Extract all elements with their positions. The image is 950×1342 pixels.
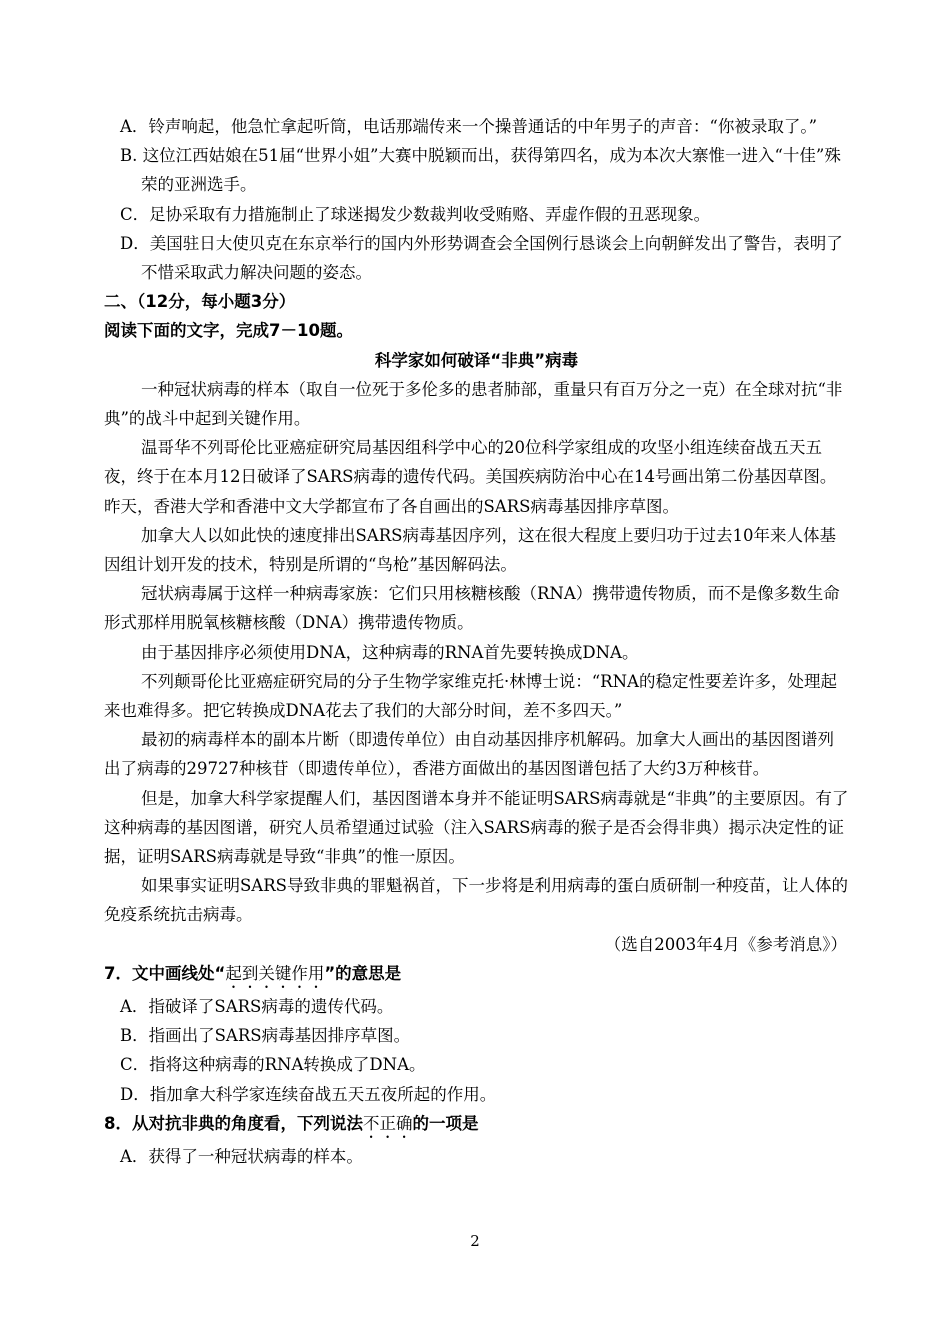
question-7 bbox=[104, 959, 849, 992]
page-number: 2 bbox=[470, 1232, 480, 1250]
question-8-emphasis: 不正确 bbox=[362, 1113, 413, 1133]
article-paragraph: 加拿大人以如此快的速度排出SARS病毒基因序列，这在很大程度上要归功于过去10年来人体基因组计划开发的技术，特别是所谓的“鸟枪”基因解码法。 bbox=[104, 525, 836, 575]
article-paragraph: 如果事实证明SARS导致非典的罪魁祸首，下一步将是利用病毒的蛋白质研制一种疫苗，让人体的免疫系统抗击病毒。 bbox=[104, 876, 848, 925]
question-7-emphasis: 起到关键作用 bbox=[225, 963, 325, 983]
question-7-option-a: A．指破译了SARS病毒的遗传代码。 bbox=[120, 996, 394, 1016]
question-8-option-a: A．获得了一种冠状病毒的样本。 bbox=[120, 1146, 363, 1166]
section-heading: 二、（12分，每小题3分） bbox=[104, 292, 296, 312]
article-paragraph: 但是，加拿大科学家提醒人们，基因图谱本身并不能证明SARS病毒就是“非典”的主要原因。有了这种病毒的基因图谱，研究人员希望通过试验（注入SARS病毒的猴子是否会得非典）揭示决定性的证据，证明SARS病毒就是导致“非典”的惟一原因。 bbox=[104, 788, 849, 867]
question-7-option-c: C．指将这种病毒的RNA转换成了DNA。 bbox=[120, 1055, 426, 1075]
question-8 bbox=[104, 1109, 849, 1142]
article-paragraph: 冠状病毒属于这样一种病毒家族：它们只用核糖核酸（RNA）携带遗传物质，而不是像多数生命形式那样用脱氧核糖核酸（DNA）携带遗传物质。 bbox=[104, 584, 840, 633]
page-content bbox=[104, 112, 849, 1171]
question-7-prefix: 7．文中画线处“ bbox=[104, 963, 226, 983]
option-b: B. 这位江西姑娘在51届“世界小姐”大赛中脱颖而出，获得第四名，成为本次大寨惟一进入“十佳”殊荣的亚洲选手。 bbox=[120, 146, 841, 195]
article-paragraph: 不列颠哥伦比亚癌症研究局的分子生物学家维克托·林博士说：“RNA的稳定性要差许多，处理起来也难得多。把它转换成DNA花去了我们的大部分时间，差不多四天。” bbox=[104, 671, 837, 721]
article-source: （选自2003年4月《参考消息》） bbox=[604, 934, 847, 954]
option-d: D．美国驻日大使贝克在东京举行的国内外形势调查会全国例行恳谈会上向朝鲜发出了警告，表明了不惜采取武力解决问题的姿态。 bbox=[120, 233, 843, 283]
option-c: C．足协采取有力措施制止了球迷揭发少数裁判收受贿赂、弄虚作假的丑恶现象。 bbox=[120, 204, 711, 224]
question-8-prefix: 8．从对抗非典的角度看，下列说法 bbox=[104, 1113, 363, 1133]
question-7-option-b: B．指画出了SARS病毒基因排序草图。 bbox=[120, 1026, 411, 1046]
option-a: A．铃声响起，他急忙拿起听筒，电话那端传来一个操普通话的中年男子的声音：“你被录取了。” bbox=[120, 117, 818, 136]
article-paragraph: 由于基因排序必须使用DNA，这种病毒的RNA首先要转换成DNA。 bbox=[141, 642, 639, 662]
article-paragraph: 温哥华不列哥伦比亚癌症研究局基因组科学中心的20位科学家组成的攻坚小组连续奋战五天五夜，终于在本月12日破译了SARS病毒的遗传代码。美国疾病防治中心在14号画出第二份基因草图。昨天，香港大学和香港中文大学都宣布了各自画出的SARS病毒基因排序草图。 bbox=[104, 438, 837, 516]
section-instruction: 阅读下面的文字，完成7－10题。 bbox=[104, 321, 353, 341]
question-8-suffix: 的一项是 bbox=[412, 1113, 479, 1133]
question-7-suffix: ”的意思是 bbox=[324, 963, 402, 983]
article-paragraph: 一种冠状病毒的样本（取自一位死于多伦多的患者肺部，重量只有百万分之一克）在全球对抗“非典”的战斗中起到关键作用。 bbox=[104, 379, 843, 429]
question-7-option-d: D．指加拿大科学家连续奋战五天五夜所起的作用。 bbox=[120, 1084, 497, 1104]
article-paragraph: 最初的病毒样本的副本片断（即遗传单位）由自动基因排序机解码。加拿大人画出的基因图谱列出了病毒的29727种核苷（即遗传单位），香港方面做出的基因图谱包括了大约3万种核苷。 bbox=[104, 730, 834, 779]
article-title: 科学家如何破译“非典”病毒 bbox=[374, 350, 579, 370]
